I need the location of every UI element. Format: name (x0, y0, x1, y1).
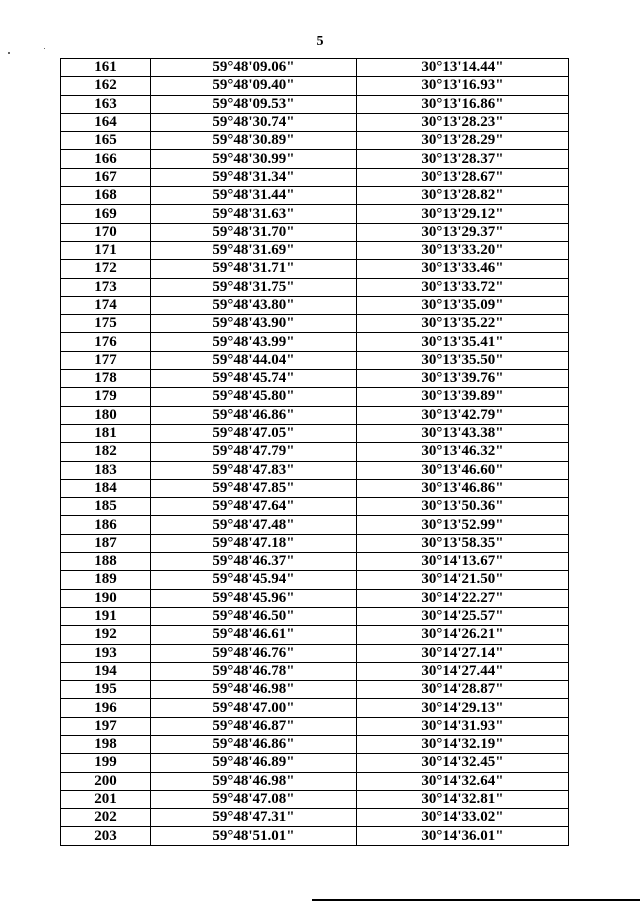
latitude-cell: 59°48'47.05" (151, 424, 357, 442)
scan-speck (44, 48, 45, 49)
point-number-cell: 196 (61, 699, 151, 717)
latitude-cell: 59°48'46.98" (151, 772, 357, 790)
latitude-cell: 59°48'31.70" (151, 223, 357, 241)
longitude-cell: 30°13'29.12" (357, 205, 569, 223)
longitude-cell: 30°13'39.76" (357, 370, 569, 388)
point-number-cell: 200 (61, 772, 151, 790)
latitude-cell: 59°48'45.96" (151, 589, 357, 607)
latitude-cell: 59°48'43.99" (151, 333, 357, 351)
point-number-cell: 195 (61, 681, 151, 699)
longitude-cell: 30°14'32.81" (357, 790, 569, 808)
latitude-cell: 59°48'31.71" (151, 260, 357, 278)
latitude-cell: 59°48'47.85" (151, 479, 357, 497)
longitude-cell: 30°13'16.93" (357, 77, 569, 95)
latitude-cell: 59°48'31.75" (151, 278, 357, 296)
table-row (61, 59, 569, 77)
latitude-cell: 59°48'46.98" (151, 681, 357, 699)
point-number-cell: 193 (61, 644, 151, 662)
table-row (61, 260, 569, 278)
table-row (61, 388, 569, 406)
table-row (61, 717, 569, 735)
longitude-cell: 30°13'58.35" (357, 534, 569, 552)
table-row (61, 662, 569, 680)
point-number-cell: 171 (61, 241, 151, 259)
table-row (61, 205, 569, 223)
latitude-cell: 59°48'47.48" (151, 516, 357, 534)
longitude-cell: 30°14'26.21" (357, 626, 569, 644)
point-number-cell: 161 (61, 59, 151, 77)
longitude-cell: 30°13'43.38" (357, 424, 569, 442)
coordinates-table (60, 58, 569, 846)
longitude-cell: 30°13'35.22" (357, 315, 569, 333)
table-row (61, 351, 569, 369)
latitude-cell: 59°48'47.64" (151, 498, 357, 516)
latitude-cell: 59°48'43.80" (151, 296, 357, 314)
latitude-cell: 59°48'46.76" (151, 644, 357, 662)
latitude-cell: 59°48'51.01" (151, 827, 357, 845)
latitude-cell: 59°48'47.31" (151, 809, 357, 827)
table-row (61, 790, 569, 808)
point-number-cell: 180 (61, 406, 151, 424)
point-number-cell: 187 (61, 534, 151, 552)
table-row (61, 223, 569, 241)
table-row (61, 424, 569, 442)
longitude-cell: 30°13'29.37" (357, 223, 569, 241)
table-row (61, 241, 569, 259)
longitude-cell: 30°14'13.67" (357, 553, 569, 571)
point-number-cell: 202 (61, 809, 151, 827)
table-row (61, 132, 569, 150)
longitude-cell: 30°13'28.23" (357, 113, 569, 131)
latitude-cell: 59°48'46.78" (151, 662, 357, 680)
table-row (61, 187, 569, 205)
latitude-cell: 59°48'46.87" (151, 717, 357, 735)
longitude-cell: 30°14'27.44" (357, 662, 569, 680)
point-number-cell: 184 (61, 479, 151, 497)
point-number-cell: 175 (61, 315, 151, 333)
longitude-cell: 30°13'28.82" (357, 187, 569, 205)
latitude-cell: 59°48'46.86" (151, 735, 357, 753)
longitude-cell: 30°14'31.93" (357, 717, 569, 735)
latitude-cell: 59°48'30.74" (151, 113, 357, 131)
longitude-cell: 30°13'33.46" (357, 260, 569, 278)
latitude-cell: 59°48'47.83" (151, 461, 357, 479)
table-row (61, 681, 569, 699)
point-number-cell: 165 (61, 132, 151, 150)
longitude-cell: 30°13'14.44" (357, 59, 569, 77)
table-row (61, 95, 569, 113)
latitude-cell: 59°48'30.89" (151, 132, 357, 150)
point-number-cell: 174 (61, 296, 151, 314)
point-number-cell: 191 (61, 607, 151, 625)
longitude-cell: 30°13'28.67" (357, 168, 569, 186)
point-number-cell: 168 (61, 187, 151, 205)
longitude-cell: 30°14'32.64" (357, 772, 569, 790)
table-row (61, 589, 569, 607)
page-bottom-edge (312, 899, 640, 901)
table-row (61, 735, 569, 753)
table-row (61, 534, 569, 552)
latitude-cell: 59°48'45.80" (151, 388, 357, 406)
point-number-cell: 189 (61, 571, 151, 589)
longitude-cell: 30°13'46.32" (357, 443, 569, 461)
latitude-cell: 59°48'31.34" (151, 168, 357, 186)
table-row (61, 315, 569, 333)
longitude-cell: 30°13'46.86" (357, 479, 569, 497)
point-number-cell: 188 (61, 553, 151, 571)
longitude-cell: 30°13'28.29" (357, 132, 569, 150)
table-row (61, 607, 569, 625)
table-row (61, 406, 569, 424)
point-number-cell: 182 (61, 443, 151, 461)
table-row (61, 333, 569, 351)
point-number-cell: 197 (61, 717, 151, 735)
table-row (61, 278, 569, 296)
table-row (61, 772, 569, 790)
point-number-cell: 185 (61, 498, 151, 516)
latitude-cell: 59°48'45.94" (151, 571, 357, 589)
latitude-cell: 59°48'31.69" (151, 241, 357, 259)
point-number-cell: 198 (61, 735, 151, 753)
latitude-cell: 59°48'47.79" (151, 443, 357, 461)
latitude-cell: 59°48'09.06" (151, 59, 357, 77)
latitude-cell: 59°48'44.04" (151, 351, 357, 369)
latitude-cell: 59°48'43.90" (151, 315, 357, 333)
point-number-cell: 169 (61, 205, 151, 223)
table-row (61, 113, 569, 131)
table-row (61, 644, 569, 662)
longitude-cell: 30°13'52.99" (357, 516, 569, 534)
latitude-cell: 59°48'46.50" (151, 607, 357, 625)
longitude-cell: 30°13'28.37" (357, 150, 569, 168)
latitude-cell: 59°48'46.61" (151, 626, 357, 644)
point-number-cell: 181 (61, 424, 151, 442)
point-number-cell: 172 (61, 260, 151, 278)
table-row (61, 479, 569, 497)
point-number-cell: 183 (61, 461, 151, 479)
page-number: 5 (316, 34, 324, 49)
latitude-cell: 59°48'31.63" (151, 205, 357, 223)
point-number-cell: 170 (61, 223, 151, 241)
table-row (61, 553, 569, 571)
latitude-cell: 59°48'46.86" (151, 406, 357, 424)
latitude-cell: 59°48'30.99" (151, 150, 357, 168)
latitude-cell: 59°48'45.74" (151, 370, 357, 388)
longitude-cell: 30°13'16.86" (357, 95, 569, 113)
table-row (61, 754, 569, 772)
point-number-cell: 166 (61, 150, 151, 168)
latitude-cell: 59°48'46.89" (151, 754, 357, 772)
table-row (61, 699, 569, 717)
point-number-cell: 192 (61, 626, 151, 644)
longitude-cell: 30°13'35.41" (357, 333, 569, 351)
longitude-cell: 30°14'22.27" (357, 589, 569, 607)
point-number-cell: 201 (61, 790, 151, 808)
longitude-cell: 30°14'29.13" (357, 699, 569, 717)
table-row (61, 461, 569, 479)
table-row (61, 626, 569, 644)
point-number-cell: 164 (61, 113, 151, 131)
longitude-cell: 30°13'35.09" (357, 296, 569, 314)
table-row (61, 516, 569, 534)
point-number-cell: 190 (61, 589, 151, 607)
latitude-cell: 59°48'47.00" (151, 699, 357, 717)
point-number-cell: 179 (61, 388, 151, 406)
longitude-cell: 30°13'42.79" (357, 406, 569, 424)
table-row (61, 77, 569, 95)
point-number-cell: 167 (61, 168, 151, 186)
table-row (61, 571, 569, 589)
longitude-cell: 30°13'33.72" (357, 278, 569, 296)
table-row (61, 827, 569, 845)
table-row (61, 296, 569, 314)
longitude-cell: 30°13'39.89" (357, 388, 569, 406)
point-number-cell: 203 (61, 827, 151, 845)
point-number-cell: 194 (61, 662, 151, 680)
latitude-cell: 59°48'47.08" (151, 790, 357, 808)
point-number-cell: 186 (61, 516, 151, 534)
point-number-cell: 199 (61, 754, 151, 772)
longitude-cell: 30°14'33.02" (357, 809, 569, 827)
latitude-cell: 59°48'09.40" (151, 77, 357, 95)
point-number-cell: 163 (61, 95, 151, 113)
longitude-cell: 30°14'32.45" (357, 754, 569, 772)
table-row (61, 150, 569, 168)
point-number-cell: 176 (61, 333, 151, 351)
latitude-cell: 59°48'46.37" (151, 553, 357, 571)
coordinates-table-body (61, 59, 569, 846)
table-row (61, 498, 569, 516)
longitude-cell: 30°14'25.57" (357, 607, 569, 625)
latitude-cell: 59°48'47.18" (151, 534, 357, 552)
longitude-cell: 30°14'21.50" (357, 571, 569, 589)
longitude-cell: 30°13'33.20" (357, 241, 569, 259)
table-row (61, 168, 569, 186)
table-row (61, 443, 569, 461)
table-row (61, 370, 569, 388)
latitude-cell: 59°48'31.44" (151, 187, 357, 205)
scan-speck (8, 52, 10, 54)
latitude-cell: 59°48'09.53" (151, 95, 357, 113)
point-number-cell: 162 (61, 77, 151, 95)
longitude-cell: 30°13'35.50" (357, 351, 569, 369)
longitude-cell: 30°13'50.36" (357, 498, 569, 516)
longitude-cell: 30°13'46.60" (357, 461, 569, 479)
point-number-cell: 173 (61, 278, 151, 296)
longitude-cell: 30°14'27.14" (357, 644, 569, 662)
longitude-cell: 30°14'28.87" (357, 681, 569, 699)
longitude-cell: 30°14'36.01" (357, 827, 569, 845)
point-number-cell: 177 (61, 351, 151, 369)
longitude-cell: 30°14'32.19" (357, 735, 569, 753)
point-number-cell: 178 (61, 370, 151, 388)
table-row (61, 809, 569, 827)
